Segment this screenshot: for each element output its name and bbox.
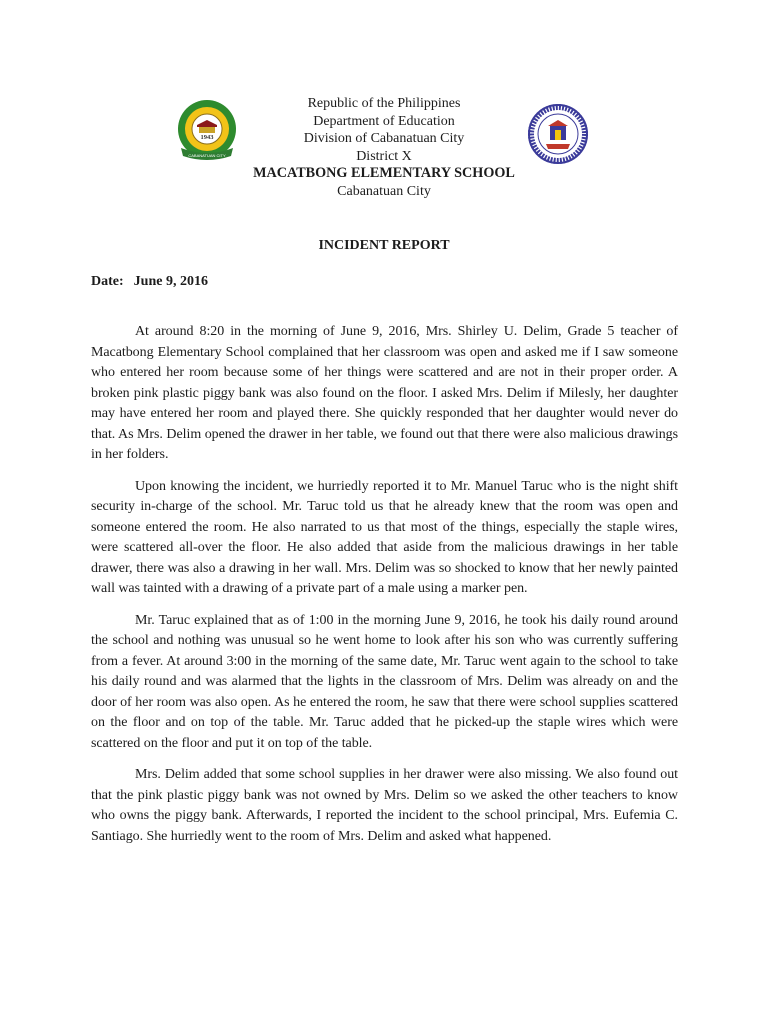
paragraph: Mr. Taruc explained that as of 1:00 in the morning June 9, 2016, he took his daily round around the school and nothing was unusual so he went home to look after his son who was currently suffering from a fever. At around 3:00 in the morning of the same date, Mr. Taruc went again to the school to take his daily round and was alarmed that the lights in the classroom of Mrs. Delim was already on and the door of her room was also open. As he entered the room, he saw that there were school supplies scattered on the floor and on top of the table. Mr. Taruc added that he picked-up the staple wires which were scattered on the floor and put it on top of the table. bbox=[91, 612, 678, 751]
paragraph: Mrs. Delim added that some school supplies in her drawer were also missing. We also found out that the pink plastic piggy bank was not owned by Mrs. Delim so we asked the other teachers to know who owns the piggy bank. Afterwards, I reported the incident to the school principal, Mrs. Eufemia C. Santiago. She hurriedly went to the room of Mrs. Delim and asked what happened. bbox=[91, 767, 678, 844]
paragraph: At around 8:20 in the morning of June 9, 2016, Mrs. Shirley U. Delim, Grade 5 teacher of Macatbong Elementary School complained that her classroom was open and asked me if I saw someone who entered her room because some of her things were scattered and are not in their proper order. A broken pink plastic piggy bank was also found on the floor. I asked Mrs. Delim if Milesly, her daughter may have entered her room and played there. She quickly responded that her daughter would never do that. As Mrs. Delim opened the drawer in her table, we found out that there were also malicious drawings in her folders. bbox=[91, 324, 678, 462]
letterhead bbox=[200, 95, 568, 200]
letterhead-city: Cabanatuan City bbox=[337, 183, 431, 199]
paragraph: Upon knowing the incident, we hurriedly reported it to Mr. Manuel Taruc who is the night shift security in-charge of the school. Mr. Taruc told us that he already knew that the room was open and someone entered the room. He also narrated to us that most of the things, especially the staple wires, were scattered all-over the floor. He also added that aside from the malicious drawings in her table drawer, there was also a drawing in her wall. Mrs. Delim was so shocked to know that her newly painted wall was tainted with a drawing of a private part of a male using a marker pen. bbox=[91, 478, 678, 596]
deped-seal-icon bbox=[528, 104, 588, 164]
report-body bbox=[91, 322, 678, 858]
seal-year: 1943 bbox=[200, 134, 214, 141]
school-name: MACATBONG ELEMENTARY SCHOOL bbox=[253, 165, 515, 181]
seal-ribbon-text: CABANATUAN CITY bbox=[188, 153, 226, 158]
letterhead-district: District X bbox=[356, 148, 412, 164]
letterhead-country: Republic of the Philippines bbox=[307, 96, 461, 111]
date-line bbox=[91, 273, 208, 290]
letterhead-department: Department of Education bbox=[313, 113, 455, 129]
letterhead-division: Division of Cabanatuan City bbox=[303, 131, 465, 146]
report-title: INCIDENT REPORT bbox=[318, 238, 450, 253]
date-value: June 9, 2016 bbox=[133, 274, 208, 289]
date-label: Date: bbox=[91, 274, 124, 289]
